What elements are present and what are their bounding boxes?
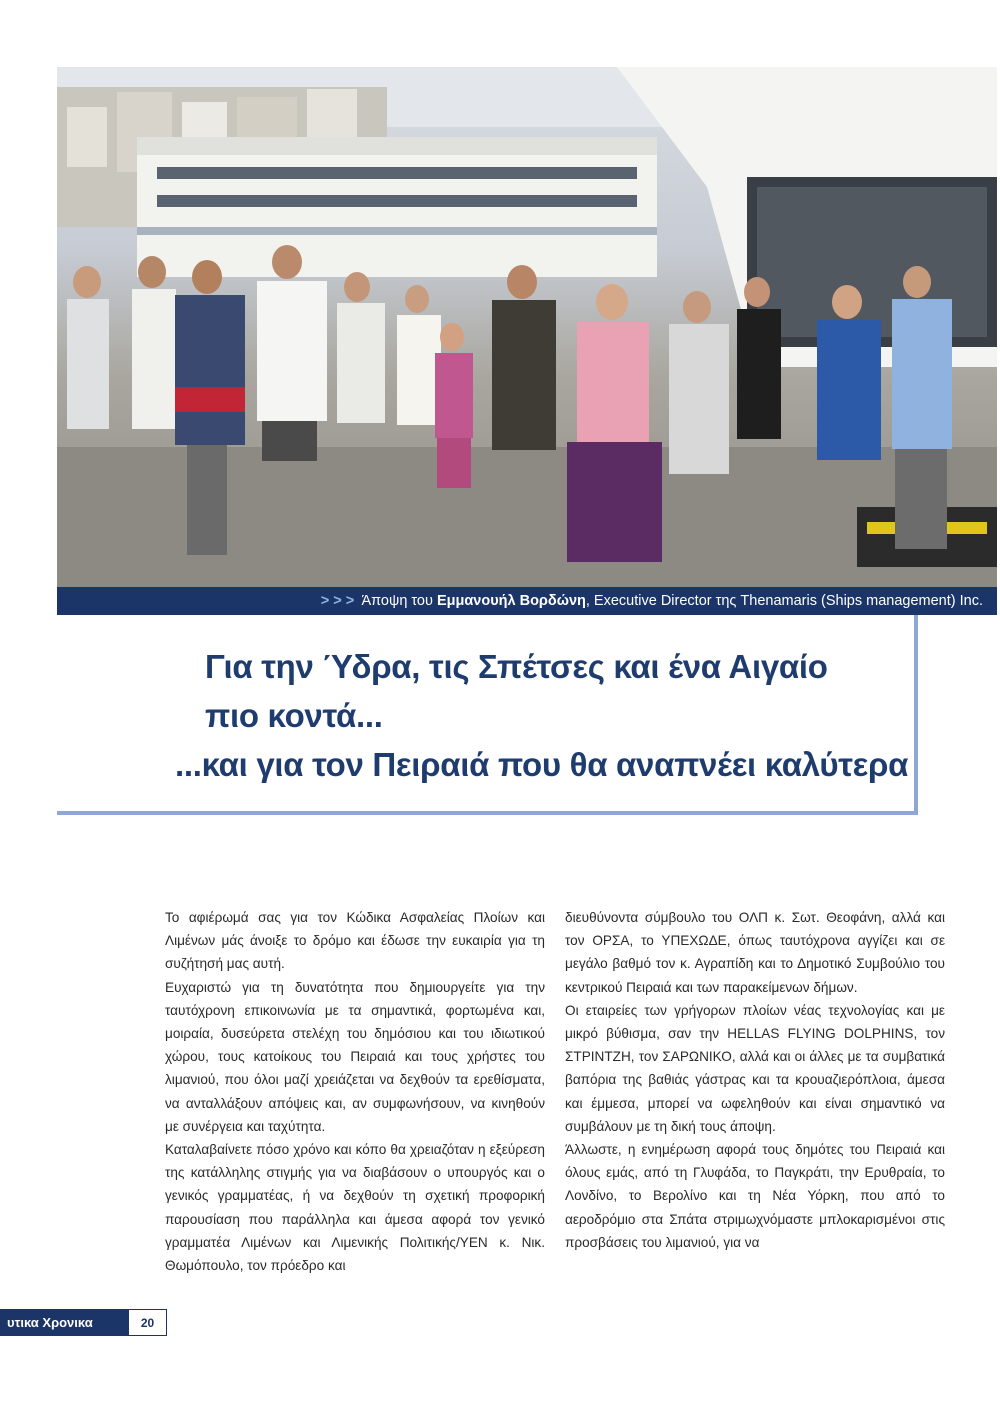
caption-suffix: , Executive Director της Thenamaris (Ships management) Inc.	[585, 593, 983, 609]
body-column-right	[565, 906, 945, 1254]
caption-author: Εμμανουήλ Βορδώνη	[436, 593, 586, 609]
paragraph: Το αφιέρωμά σας για τον Κώδικα Ασφαλείας Πλοίων και Λιμένων μάς άνοιξε το δρόμο και έδωσε την ευκαιρία για τη συζήτησή μας αυτή.	[165, 910, 545, 972]
magazine-name: υτικα Χρονικα	[7, 1315, 93, 1330]
page-footer	[0, 1309, 167, 1336]
photo-caption	[57, 587, 997, 615]
paragraph: Καταλαβαίνετε πόσο χρόνο και κόπο θα χρειαζόταν η εξεύρεση της κατάλληλης στιγμής για να διαβάσουν ο υπουργός και ο γενικός γραμματέας, ή να δεχθούν τη σχετική προφορική παρουσίαση που παράλληλα και άμεσα αφορά τον γενικό γραμματέα Λιμένων και Λιμενικής Πολιτικής/ΥΕΝ κ. Νικ. Θωμόπουλο, τον πρόεδρο και	[165, 1142, 545, 1274]
title-line-2: πιο κοντά...	[205, 697, 383, 734]
page-number: 20	[128, 1309, 167, 1336]
paragraph: Οι εταιρείες των γρήγορων πλοίων νέας τεχνολογίας και με μικρό βύθισμα, σαν την HELLAS FLYING DOLPHINS, τον ΣΤΡΙΝΤΖΗ, τον ΣΑΡΩΝΙΚΟ, αλλά και οι άλλες με τα συμβατικά βαπόρια της βαθιάς γάστρας και τα κρουαζιερόπλοια, άμεσα και έμμεσα, μπορεί να ωφεληθούν και είναι σημαντικό να συμβάλουν με τη δική τους άποψη.	[565, 1002, 945, 1134]
paragraph: διευθύνοντα σύμβουλο του ΟΛΠ κ. Σωτ. Θεοφάνη, αλλά και τον ΟΡΣΑ, το ΥΠΕΧΩΔΕ, όπως ταυτόχρονα αγγίζει και σε μεγάλο βαθμό τον κ. Αγραπίδη και το Δημοτικό Συμβούλιο του κεντρικού Πειραιά και των παρακείμενων δήμων.	[565, 910, 945, 995]
body-column-left	[165, 906, 545, 1277]
caption-arrows: > > >	[320, 593, 355, 609]
paragraph: Ευχαριστώ για τη δυνατότητα που δημιουργείτε για την ταυτόχρονη επικοινωνία με τα σημαντικά, φορτωμένα και, μοιραία, δυσεύρετα στελέχη του δημόσιου και του ιδιωτικού χώρου, τους κατοίκους του Πειραιά και τους χρήστες του λιμανιού, που όλοι μαζί χρειάζεται να δεχθούν τα ερεθίσματα, να ανταλλάξουν απόψεις και, αν συμφωνήσουν, να κινηθούν με συνέργεια και ταχύτητα.	[165, 979, 545, 1134]
photo-illustration	[57, 67, 997, 587]
title-line-3: ...και για τον Πειραιά που θα αναπνέει καλύτερα	[175, 746, 909, 783]
title-frame	[57, 615, 918, 815]
caption-prefix: Άποψη του	[361, 593, 433, 609]
harbor-crowd-photo	[57, 67, 997, 587]
title-line-1: Για την Ύδρα, τις Σπέτσες και ένα Αιγαίο	[205, 648, 828, 685]
paragraph: Άλλωστε, η ενημέρωση αφορά τους δημότες του Πειραιά και όλους εμάς, από τη Γλυφάδα, το Παγκράτι, την Ερυθραία, το Λονδίνο, το Βερολίνο και τη Νέα Υόρκη, που από το αεροδρόμιο στα Σπάτα στριμωχνόμαστε μπλοκαρισμένοι στις προσβάσεις του λιμανιού, για να	[565, 1142, 945, 1250]
